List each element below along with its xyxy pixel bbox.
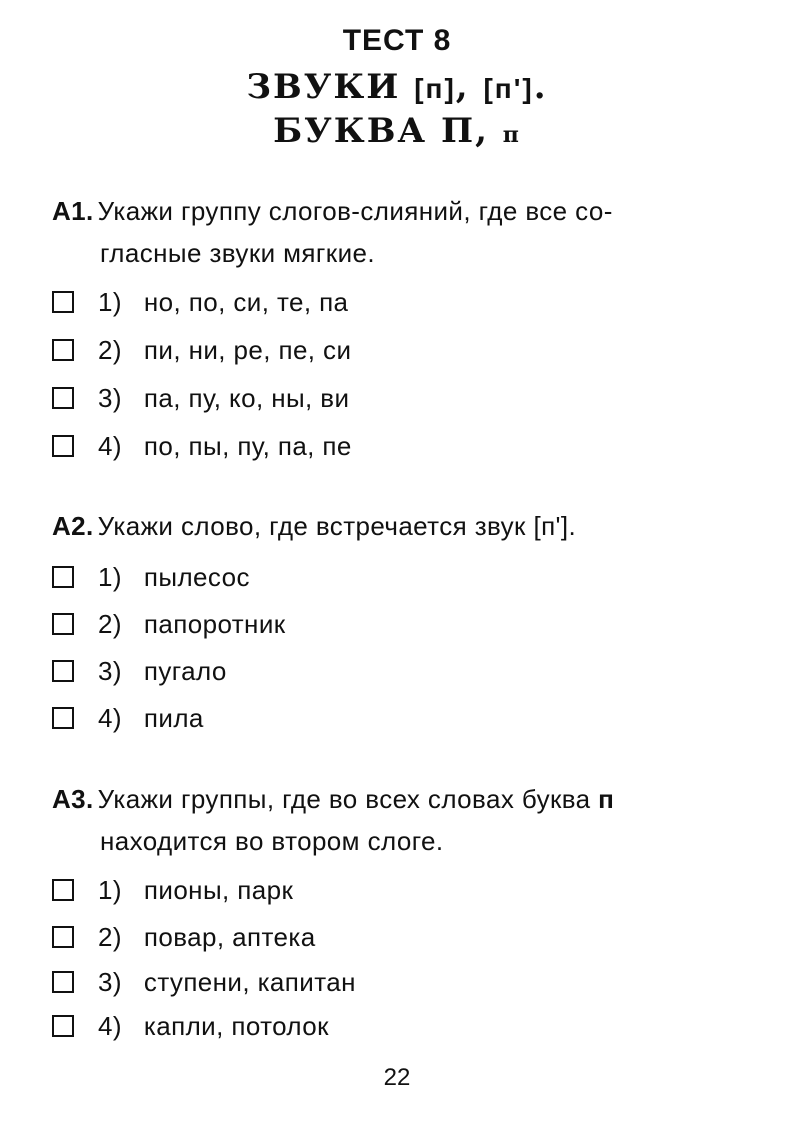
question-text-line2: находится во втором слоге. <box>100 826 444 856</box>
option-number: 4) <box>98 702 122 733</box>
option-number: 4) <box>98 430 122 461</box>
heading-sound-2: [п'] <box>483 73 534 104</box>
option-text: папоротник <box>143 608 286 639</box>
answer-checkbox[interactable] <box>52 1015 74 1037</box>
heading-small-letter: п <box>502 122 521 148</box>
option-text: пи, ни, ре, пе, си <box>143 334 352 365</box>
option-text: капли, потолок <box>143 1010 329 1041</box>
highlighted-letter: п <box>598 784 615 814</box>
option-a3-3 <box>52 966 356 998</box>
option-a1-2 <box>52 334 351 366</box>
answer-checkbox[interactable] <box>52 971 74 993</box>
answer-checkbox[interactable] <box>52 339 74 361</box>
question-a1 <box>52 190 752 274</box>
option-a1-1 <box>52 286 348 318</box>
option-number: 3) <box>98 966 122 997</box>
option-text: пила <box>143 702 204 733</box>
option-text: пылесос <box>143 561 250 592</box>
option-a1-3 <box>52 382 349 414</box>
heading-line2-text: БУКВА П, <box>273 111 503 151</box>
heading-separator: , <box>455 67 484 107</box>
option-a1-4 <box>52 430 352 462</box>
heading-line-1 <box>0 67 794 107</box>
answer-checkbox[interactable] <box>52 707 74 729</box>
answer-checkbox[interactable] <box>52 387 74 409</box>
question-text-line2: гласные звуки мягкие. <box>100 238 375 268</box>
option-a2-2 <box>52 608 286 640</box>
option-number: 4) <box>98 1010 122 1041</box>
option-text: по, пы, пу, па, пе <box>143 430 352 461</box>
answer-checkbox[interactable] <box>52 291 74 313</box>
answer-checkbox[interactable] <box>52 613 74 635</box>
heading-dot: . <box>533 67 548 107</box>
option-a3-2 <box>52 921 316 953</box>
page-number: 22 <box>383 1064 411 1091</box>
option-number: 1) <box>98 286 122 317</box>
question-text-line1: Укажи группу слогов-слияний, где все со- <box>97 196 613 226</box>
option-number: 2) <box>98 921 122 952</box>
option-a3-4 <box>52 1010 329 1042</box>
question-a3 <box>52 778 752 862</box>
option-number: 3) <box>98 382 122 413</box>
option-a2-3 <box>52 655 227 687</box>
heading-sound-1: [п] <box>414 73 456 104</box>
question-text-line1: Укажи слово, где встречается звук [п']. <box>97 511 577 541</box>
option-number: 1) <box>98 561 122 592</box>
answer-checkbox[interactable] <box>52 660 74 682</box>
answer-checkbox[interactable] <box>52 879 74 901</box>
option-a2-1 <box>52 561 250 593</box>
option-text: па, пу, ко, ны, ви <box>143 382 350 413</box>
heading-line-2 <box>0 111 794 151</box>
option-number: 1) <box>98 874 122 905</box>
answer-checkbox[interactable] <box>52 566 74 588</box>
option-number: 2) <box>98 334 122 365</box>
question-number: А2. <box>52 511 94 541</box>
option-number: 3) <box>98 655 122 686</box>
option-text: пионы, парк <box>143 874 294 905</box>
question-text-line1: Укажи группы, где во всех словах буква <box>97 784 599 814</box>
option-text: повар, аптека <box>143 921 316 952</box>
answer-checkbox[interactable] <box>52 435 74 457</box>
option-text: пугало <box>143 655 227 686</box>
option-text: но, по, си, те, па <box>143 286 349 317</box>
option-text: ступени, капитан <box>143 966 356 997</box>
question-number: А1. <box>52 196 94 226</box>
option-a3-1 <box>52 874 293 906</box>
option-number: 2) <box>98 608 122 639</box>
test-title: ТЕСТ 8 <box>342 24 452 57</box>
option-a2-4 <box>52 702 204 734</box>
question-number: А3. <box>52 784 94 814</box>
answer-checkbox[interactable] <box>52 926 74 948</box>
heading-line1-text: ЗВУКИ <box>246 67 415 107</box>
question-a2 <box>52 505 752 547</box>
